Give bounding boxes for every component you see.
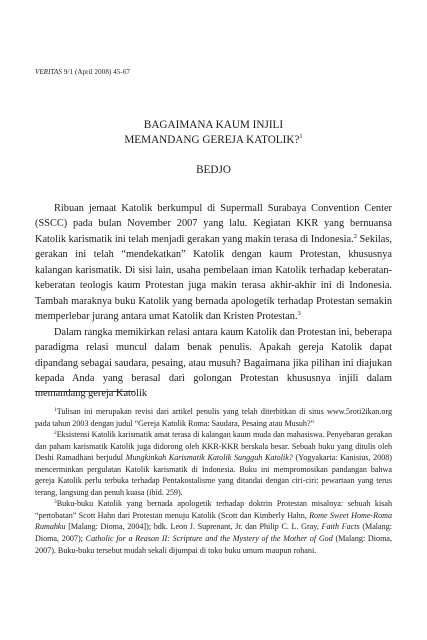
issue-info: 9/1 (April 2008) 45-67 — [63, 68, 131, 76]
paragraph-1-text-b: Sekilas, gerakan ini telah “mendekatkan” Katolik dengan kaum Protestan, khususnya kalangan karismatik. Di sisi lain, usaha pembelaan iman Katolik terhadap keberatan-keberatan teologis kaum Protestan juga makin terasa akhir-akhir ini di Indonesia. Tambah maraknya buku Katolik yang bernada apologetik terhadap Protestan semakin memperlebar jurang antara umat Katolik dan Kristen Protestan. — [35, 233, 393, 323]
footnote-2-mark: 2 — [54, 430, 57, 437]
footnote-3-mark: 3 — [54, 499, 57, 506]
paragraph-2: Dalam rangka memikirkan relasi antara kaum Katolik dan Protestan ini, beberapa paradigma relasi muncul dalam benak penulis. Apakah gereja Katolik dapat dipandang sebagai saudara, pesaing, atau musuh? Bagaimana jika pilihan ini diajukan kepada Anda yang berasal dari golongan Protestan khususnya injili dalam memandang gereja Katolik — [35, 326, 392, 400]
footnote-3-text-a: Buku-buku Katolik yang bernada apologetik terhadap doktrin Protestan misalnya: sebuah kisah “pertobatan” Scott Hahn dari Protestan menuju Katolik (Scott dan Kimberly Hahn, — [35, 499, 392, 520]
footnote-2-text-a: Eksistensi Katolik karismatik amat terasa di kalangan kaum muda dan mahasiswa. Penyebaran gerakan dan paham karismatik Katolik juga didorong oleh KKR-KKR berskala besar. Sebuah buku yang ditulis oleh Deshi Ramadhani berjudul — [35, 430, 392, 463]
footnotes — [35, 406, 392, 556]
footnote-3-text-e: (Malang: Dioma, 2007); — [35, 522, 392, 544]
title-line-2-text: MEMANDANG GEREJA KATOLIK? — [124, 134, 300, 146]
footnote-2-book-title: Mungkinkah Karismatik Katolik Sungguh Katolik? — [125, 453, 293, 463]
title-footnote-ref: 1 — [299, 133, 303, 140]
paragraph-1 — [35, 201, 392, 325]
footnote-3-book-title-3: Catholic for a Reason II: Scripture and the Mystery of the Mother of God — [85, 534, 333, 544]
footnote-ref-3: 3 — [297, 310, 301, 318]
footnote-1-text: Tulisan ini merupakan revisi dari artikel penulis yang telah diterbitkan di situs www.5roti2ikan.org pada tahun 2003 dengan judul “Gereja Katolik Roma: Saudara, Pesaing atau Musuh?” — [35, 407, 392, 428]
footnote-3-text-c: [Malang: Dioma, 2004]); bdk. Leon J. Suprenant, Jr. dan Philip C. L. Gray, — [65, 522, 322, 532]
body-text — [35, 201, 392, 402]
journal-name: VERITAS — [35, 68, 63, 76]
footnote-1 — [35, 406, 392, 429]
footnote-2-text-c: (Yogyakarta: Kanisius, 2008) mencerminkan pergulatan Katolik karismatik di Indonesia. Buku ini mempromosikan pandangan bahwa gereja Katolik perlu terbuka terhadap Pentakostalisme yang ditandai dengan ciri-ciri: pewartaan yang terus terang, langsung dan penuh kuasa (ibid. 259). — [35, 453, 392, 497]
footnote-3-book-title-2: Faith Facts — [321, 522, 360, 532]
footnote-2 — [35, 429, 392, 498]
article-title — [60, 118, 367, 148]
paragraph-1-text-a: Ribuan jemaat Katolik berkumpul di Supermall Surabaya Convention Center (SSCC) pada bulan November 2007 yang lalu. Kegiatan KKR yang bernuansa Katolik karismatik ini telah menjadi gerakan yang makin terasa di Indonesia. — [35, 203, 392, 245]
footnote-3-text-g: (Malang: Dioma, 2007). Buku-buku tersebut mudah sekali dijumpai di toko buku umum maupun rohani. — [35, 534, 392, 555]
title-line-2 — [60, 133, 367, 148]
footnote-divider — [35, 391, 135, 392]
footnote-1-mark: 1 — [54, 407, 57, 413]
footnote-ref-2: 2 — [353, 232, 357, 240]
author-name: BEDJO — [196, 164, 231, 176]
footnote-3 — [35, 498, 392, 556]
footnote-3-book-title-1: Rome Sweet Home-Roma Rumahku — [35, 510, 393, 532]
running-head — [35, 68, 130, 76]
title-line-1: BAGAIMANA KAUM INJILI — [143, 119, 284, 131]
